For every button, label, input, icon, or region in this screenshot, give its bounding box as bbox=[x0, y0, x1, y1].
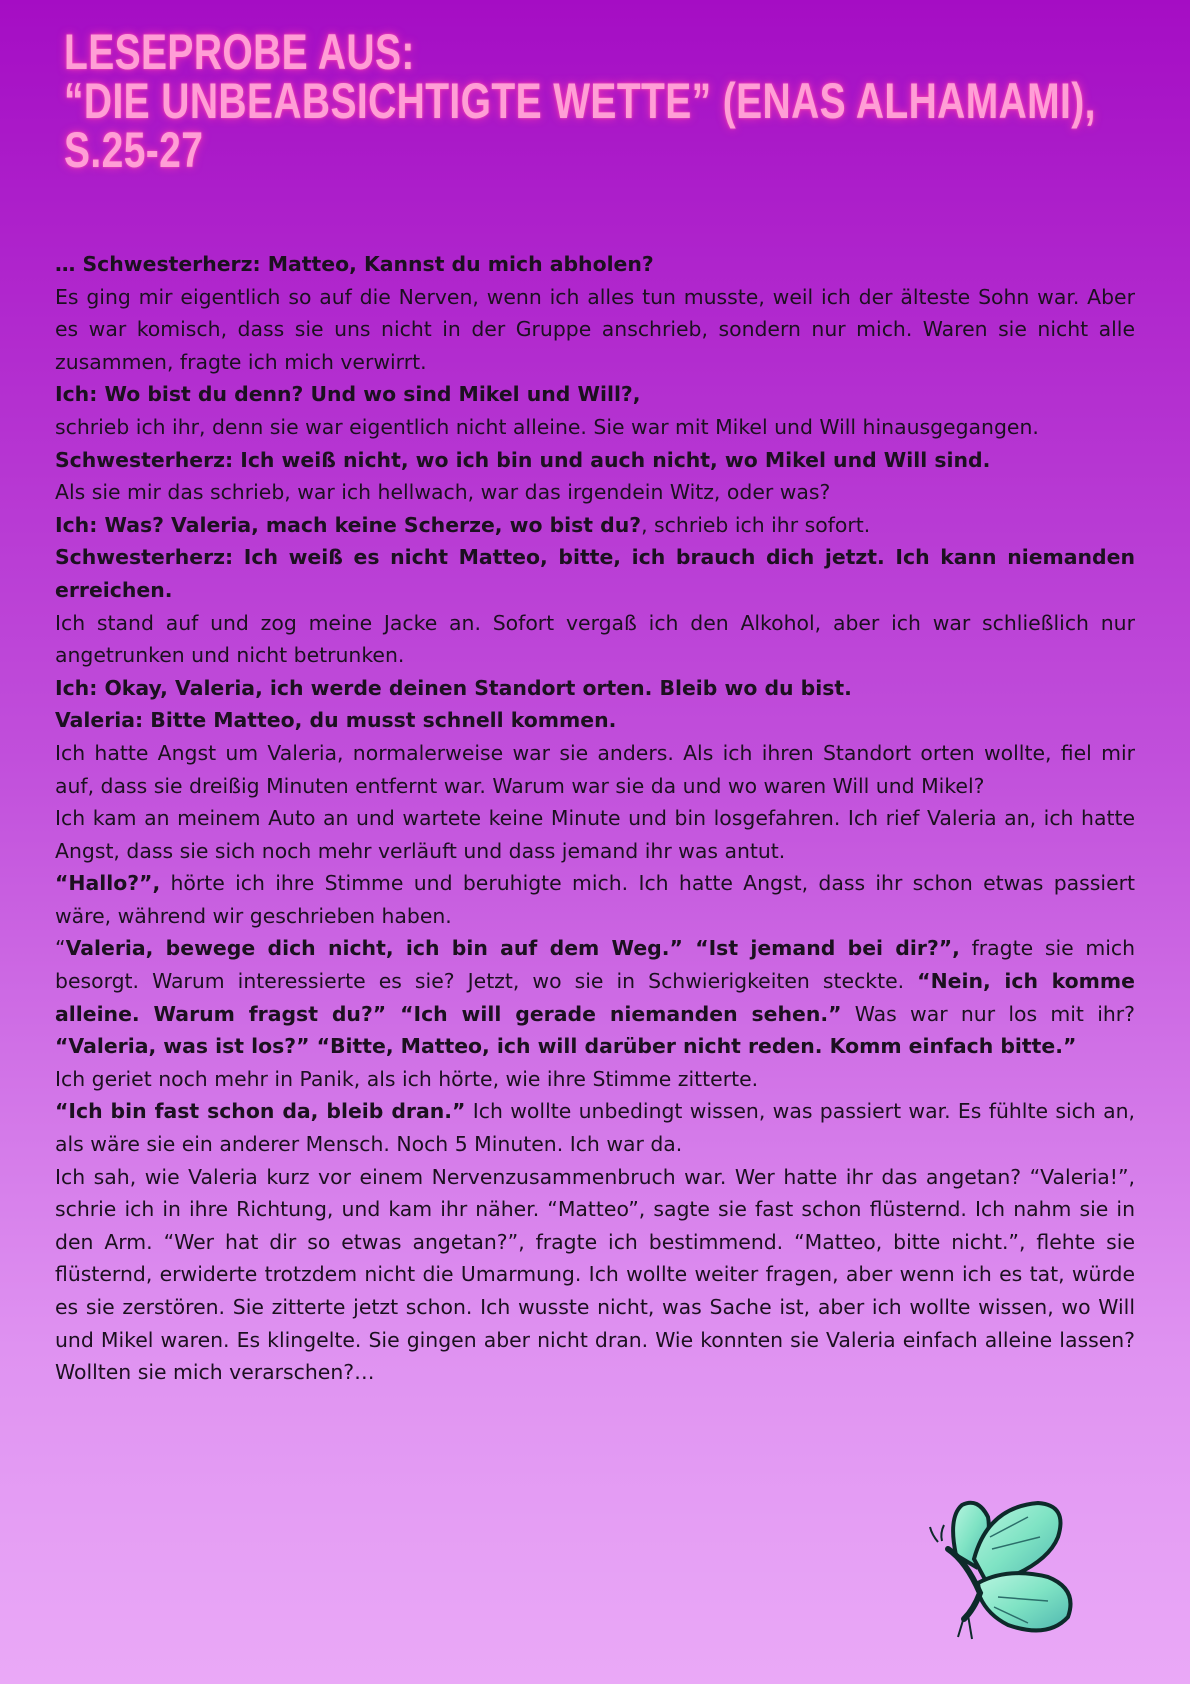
paragraph-9: Ich stand auf und zog meine Jacke an. Sofort vergaß ich den Alkohol, aber ich war schließlich nur angetrunken und nicht betrunken. bbox=[55, 610, 1135, 668]
paragraph-7 bbox=[55, 509, 1135, 542]
dialogue: “Hallo?”, bbox=[55, 871, 161, 896]
narration: hörte ich ihre Stimme und beruhigte mich. Ich hatte Angst, dass ihr schon etwas passiert wäre, während wir geschrieben haben. bbox=[55, 871, 1135, 928]
dialogue: “Ich bin fast schon da, bleib dran.” bbox=[55, 1099, 466, 1124]
chat-line: Ich: Okay, Valeria, ich werde deinen Standort orten. Bleib wo du bist. bbox=[55, 675, 852, 700]
chat-line: Valeria: Bitte Matteo, du musst schnell kommen. bbox=[55, 708, 617, 733]
dialogue: “Valeria, was ist los?” “Bitte, Matteo, ich will darüber nicht reden. Komm einfach bitte.” bbox=[55, 1034, 1077, 1059]
chat-line: Schwesterherz: Ich weiß nicht, wo ich bin und auch nicht, wo Mikel und Will sind. bbox=[55, 447, 991, 472]
dialogue: “Nein, ich komme alleine. Warum fragst du?” “Ich will gerade niemanden sehen.” bbox=[55, 969, 1135, 1026]
narration: fragte sie mich besorgt. Warum interessierte es sie? Jetzt, wo sie in Schwierigkeiten steckte. bbox=[55, 936, 1136, 994]
paragraph-8 bbox=[55, 541, 1135, 606]
paragraph-1 bbox=[55, 248, 1135, 281]
butterfly-icon bbox=[928, 1497, 1098, 1647]
open-quote: “ bbox=[55, 936, 66, 961]
chat-line: Schwesterherz: Ich weiß es nicht Matteo, bitte, ich brauch dich jetzt. Ich kann niemanden erreichen. bbox=[55, 545, 1135, 602]
paragraph-4: schrieb ich ihr, denn sie war eigentlich nicht alleine. Sie war mit Mikel und Will hinausgegangen. bbox=[55, 414, 1039, 439]
paragraph-11 bbox=[55, 704, 1135, 737]
paragraph-6: Als sie mir das schrieb, war ich hellwach, war das irgendein Witz, oder was? bbox=[55, 480, 831, 505]
paragraph-16: Ich geriet noch mehr in Panik, als ich hörte, wie ihre Stimme zitterte. bbox=[55, 1066, 759, 1091]
title-line-3: S.25-27 bbox=[64, 122, 204, 178]
dialogue: Valeria, bewege dich nicht, ich bin auf dem Weg.” “Ist jemand bei dir?”, bbox=[65, 936, 960, 961]
page-title bbox=[64, 24, 1096, 178]
paragraph-18: Ich sah, wie Valeria kurz vor einem Nervenzusammenbruch war. Wer hatte ihr das angetan? “Valeria!”, schrie ich in ihre Richtung, und kam ihr näher. “Matteo”, sagte sie fast schon flüsternd. Ich nahm sie in den Arm. “Wer hat dir so etwas angetan?”, fragte ich bestimmend. “Matteo, bitte nicht.”, flehte sie flüsternd, erwiderte trotzdem nicht die Umarmung. Ich wollte weiter fragen, aber wenn ich es tat, würde es sie zerstören. Sie zitterte jetzt schon. Ich wusste nicht, was Sache ist, aber ich wollte wissen, wo Will und Mikel waren. Es klingelte. Sie gingen aber nicht dran. Wie konnten sie Valeria einfach alleine lassen? Wollten sie mich verarschen?… bbox=[55, 1164, 1135, 1385]
paragraph-12: Ich hatte Angst um Valeria, normalerweise war sie anders. Als ich ihren Standort orten wollte, fiel mir auf, dass sie dreißig Minuten entfernt war. Warum war sie da und wo waren Will und Mikel? bbox=[55, 740, 1135, 798]
narration: Ich wollte unbedingt wissen, was passiert war. Es fühlte sich an, als wäre sie ein anderer Mensch. Noch 5 Minuten. Ich war da. bbox=[55, 1099, 1136, 1157]
paragraph-15 bbox=[55, 932, 1135, 1062]
paragraph-14 bbox=[55, 867, 1135, 932]
paragraph-10 bbox=[55, 672, 1135, 705]
narration: , schrieb ich ihr sofort. bbox=[641, 512, 871, 537]
paragraph-13: Ich kam an meinem Auto an und wartete keine Minute und bin losgefahren. Ich rief Valeria an, ich hatte Angst, dass sie sich noch mehr verläuft und dass jemand ihr was antut. bbox=[55, 806, 1135, 863]
paragraph-5 bbox=[55, 444, 1135, 477]
title-line-1: LESEPROBE AUS: bbox=[64, 24, 415, 80]
paragraph-2: Es ging mir eigentlich so auf die Nerven, wenn ich alles tun musste, weil ich der älteste Sohn war. Aber es war komisch, dass sie uns nicht in der Gruppe anschrieb, sondern nur mich. Waren sie nicht alle zusammen, fragte ich mich verwirrt. bbox=[55, 284, 1135, 374]
chat-line: … Schwesterherz: Matteo, Kannst du mich abholen? bbox=[55, 252, 654, 276]
chat-line: Ich: Wo bist du denn? Und wo sind Mikel und Will?, bbox=[55, 382, 641, 407]
narration: Was war nur los mit ihr? bbox=[841, 1001, 1135, 1026]
paragraph-17 bbox=[55, 1095, 1135, 1160]
excerpt-body bbox=[55, 248, 1135, 1389]
chat-line: Ich: Was? Valeria, mach keine Scherze, wo bist du? bbox=[55, 512, 642, 537]
title-line-2: “DIE UNBEABSICHTIGTE WETTE” (ENAS ALHAMAMI), bbox=[64, 73, 1096, 129]
paragraph-3 bbox=[55, 378, 1135, 411]
